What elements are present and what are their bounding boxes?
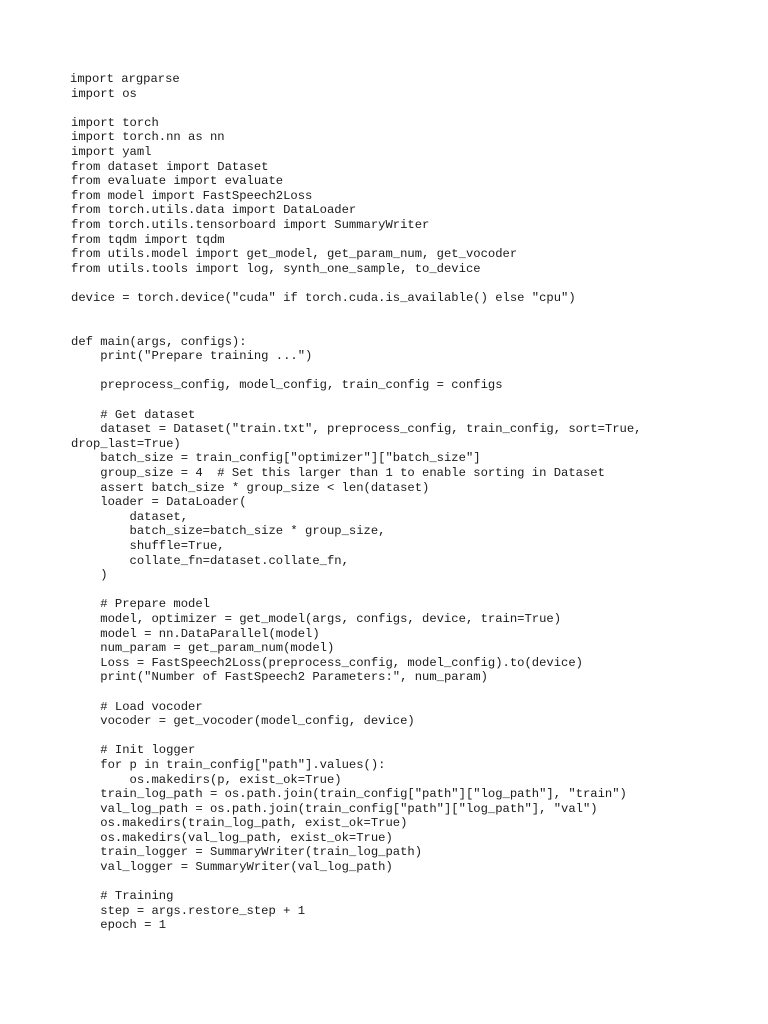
code-line: preprocess_config, model_config, train_config = configs	[71, 378, 503, 393]
code-line: model = nn.DataParallel(model)	[71, 626, 320, 641]
code-line: from model import FastSpeech2Loss	[71, 188, 313, 203]
code-line	[71, 276, 711, 291]
code-line	[71, 320, 711, 335]
code-line	[71, 685, 711, 700]
code-line: import torch.nn as nn	[71, 130, 225, 145]
code-line: num_param = get_param_num(model)	[71, 641, 335, 656]
code-line	[71, 583, 711, 598]
code-line: dataset,	[71, 509, 189, 524]
code-line: # Get dataset	[71, 407, 196, 422]
code-line: import torch	[71, 115, 159, 130]
code-line: batch_size=batch_size * group_size,	[71, 524, 386, 539]
code-line: from torch.utils.data import DataLoader	[71, 203, 357, 218]
code-line: val_log_path = os.path.join(train_config["path"]["log_path"], "val")	[71, 801, 598, 816]
code-line: shuffle=True,	[71, 539, 225, 553]
code-line: # Training	[71, 889, 174, 904]
code-line: group_size = 4 # Set this larger than 1 to enable sorting in Dataset	[71, 466, 605, 481]
code-line: )	[71, 568, 108, 583]
code-line: # Load vocoder	[71, 699, 203, 714]
code-line: dataset = Dataset("train.txt", preprocess_config, train_config, sort=True,	[71, 422, 642, 437]
code-line: os.makedirs(val_log_path, exist_ok=True)	[71, 830, 393, 845]
code-line: model, optimizer = get_model(args, configs, device, train=True)	[71, 611, 562, 626]
code-line	[71, 729, 711, 744]
code-line: loader = DataLoader(	[71, 495, 247, 510]
code-line: print("Prepare training ...")	[71, 349, 313, 364]
code-line: from utils.tools import log, synth_one_sample, to_device	[71, 261, 481, 276]
code-line: def main(args, configs):	[71, 334, 247, 349]
code-line: batch_size = train_config["optimizer"]["batch_size"]	[71, 451, 481, 466]
code-line: print("Number of FastSpeech2 Parameters:", num_param)	[71, 670, 488, 685]
code-line: os.makedirs(train_log_path, exist_ok=True)	[71, 816, 408, 831]
code-line: assert batch_size * group_size < len(dataset)	[71, 480, 430, 495]
code-line: train_logger = SummaryWriter(train_log_path)	[71, 845, 423, 860]
code-line	[71, 306, 711, 321]
code-line: from torch.utils.tensorboard import SummaryWriter	[71, 217, 430, 232]
code-line: Loss = FastSpeech2Loss(preprocess_config, model_config).to(device)	[71, 655, 583, 670]
code-line: epoch = 1	[71, 918, 167, 933]
code-line: from utils.model import get_model, get_param_num, get_vocoder	[71, 247, 518, 262]
code-line: import os	[71, 86, 137, 101]
code-line: step = args.restore_step + 1	[71, 903, 306, 918]
code-line: from dataset import Dataset	[71, 159, 269, 174]
code-line: collate_fn=dataset.collate_fn,	[71, 553, 349, 568]
code-line: drop_last=True)	[71, 436, 181, 451]
code-line: import argparse	[70, 72, 180, 86]
code-line	[71, 101, 711, 116]
code-line: train_log_path = os.path.join(train_config["path"]["log_path"], "train")	[71, 787, 627, 802]
code-line: from evaluate import evaluate	[71, 174, 284, 189]
code-block	[71, 72, 711, 933]
code-line: vocoder = get_vocoder(model_config, device)	[71, 714, 415, 729]
code-line: val_logger = SummaryWriter(val_log_path)	[71, 860, 393, 875]
code-line	[71, 364, 711, 379]
code-line	[71, 875, 711, 890]
code-line: import yaml	[71, 144, 152, 159]
code-line: # Prepare model	[71, 597, 210, 612]
code-line: device = torch.device("cuda" if torch.cuda.is_available() else "cpu")	[71, 290, 576, 305]
code-line: for p in train_config["path"].values():	[71, 757, 386, 772]
code-line: from tqdm import tqdm	[71, 232, 225, 247]
code-line: os.makedirs(p, exist_ok=True)	[71, 772, 342, 787]
code-line: # Init logger	[71, 743, 196, 758]
code-line	[71, 393, 711, 408]
